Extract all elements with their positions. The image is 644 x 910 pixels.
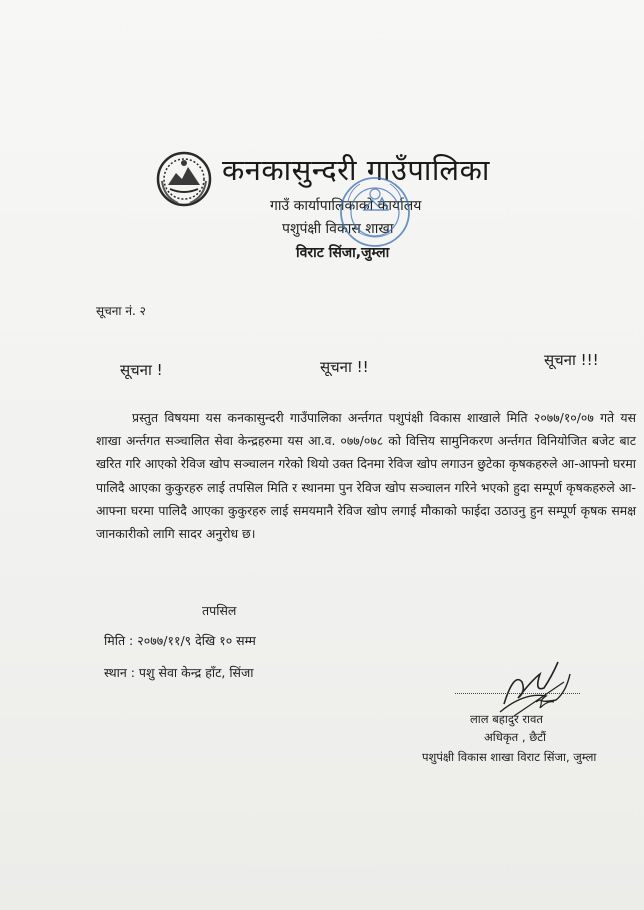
office-location: विराट सिंजा,जुम्ला bbox=[296, 245, 390, 261]
office-name: गाउँ कार्यापालिकाको कार्यालय bbox=[270, 198, 422, 214]
schedule-heading: तपसिल bbox=[202, 603, 237, 618]
signatory-title: अधिकृत , छैटौं bbox=[484, 730, 547, 744]
municipality-title: कनकासुन्दरी गाउँपालिका bbox=[222, 153, 490, 187]
notice-heading-3: सूचना !!! bbox=[544, 351, 599, 369]
signatory-office: पशुपंक्षी विकास शाखा विराट सिंजा, जुम्ला bbox=[422, 750, 597, 764]
office-stamp-icon bbox=[328, 172, 422, 258]
notice-heading-2: सूचना !! bbox=[320, 358, 369, 376]
notice-heading-1: सूचना ! bbox=[120, 361, 163, 379]
government-emblem-icon bbox=[156, 151, 212, 207]
schedule-place: स्थान : पशु सेवा केन्द्र हाँट, सिंजा bbox=[104, 665, 254, 680]
schedule-date: मिति : २०७७/११/९ देखि १० सम्म bbox=[104, 633, 256, 648]
signatory-name: लाल बहादुर रावत bbox=[470, 712, 543, 726]
branch-name: पशुपंक्षी विकास शाखा bbox=[282, 221, 394, 237]
notice-reference-number: सूचना नं. २ bbox=[96, 304, 146, 318]
notice-body-paragraph: प्रस्तुत विषयमा यस कनकासुन्दरी गाउँपालिका अर्न्तगत पशुपंक्षी विकास शाखाले मिति २०७७/१०/०७ गते यस शाखा अर्न्तगत सञ्चालित सेवा केन्द्रहरुमा यस आ.व. ०७७/०७८ को वित्तिय सामुनिकरण अर्न्तगत विनियोजित बजेट बाट खरित गरि आएको रेविज खोप सञ्चालन गरेको थियो उक्त दिनमा रेविज खोप लगाउन छुटेका कृषकहरुले आ-आफ्नो घरमा पालिदै आएका कुकुरहरु लाई तपसिल मिति र स्थानमा पुन रेविज खोप सञ्चालन गरिने भएको हुदा सम्पूर्ण कृषकहरुले आ-आफ्ना घरमा पालिदै आएका कुकुरहरु लाई समयमानै रेविज खोप लगाई मौकाको फाईदा उठाउनु हुन सम्पूर्ण कृषक समक्ष जानकारीको लागि सादर अनुरोध छ। bbox=[96, 410, 636, 542]
